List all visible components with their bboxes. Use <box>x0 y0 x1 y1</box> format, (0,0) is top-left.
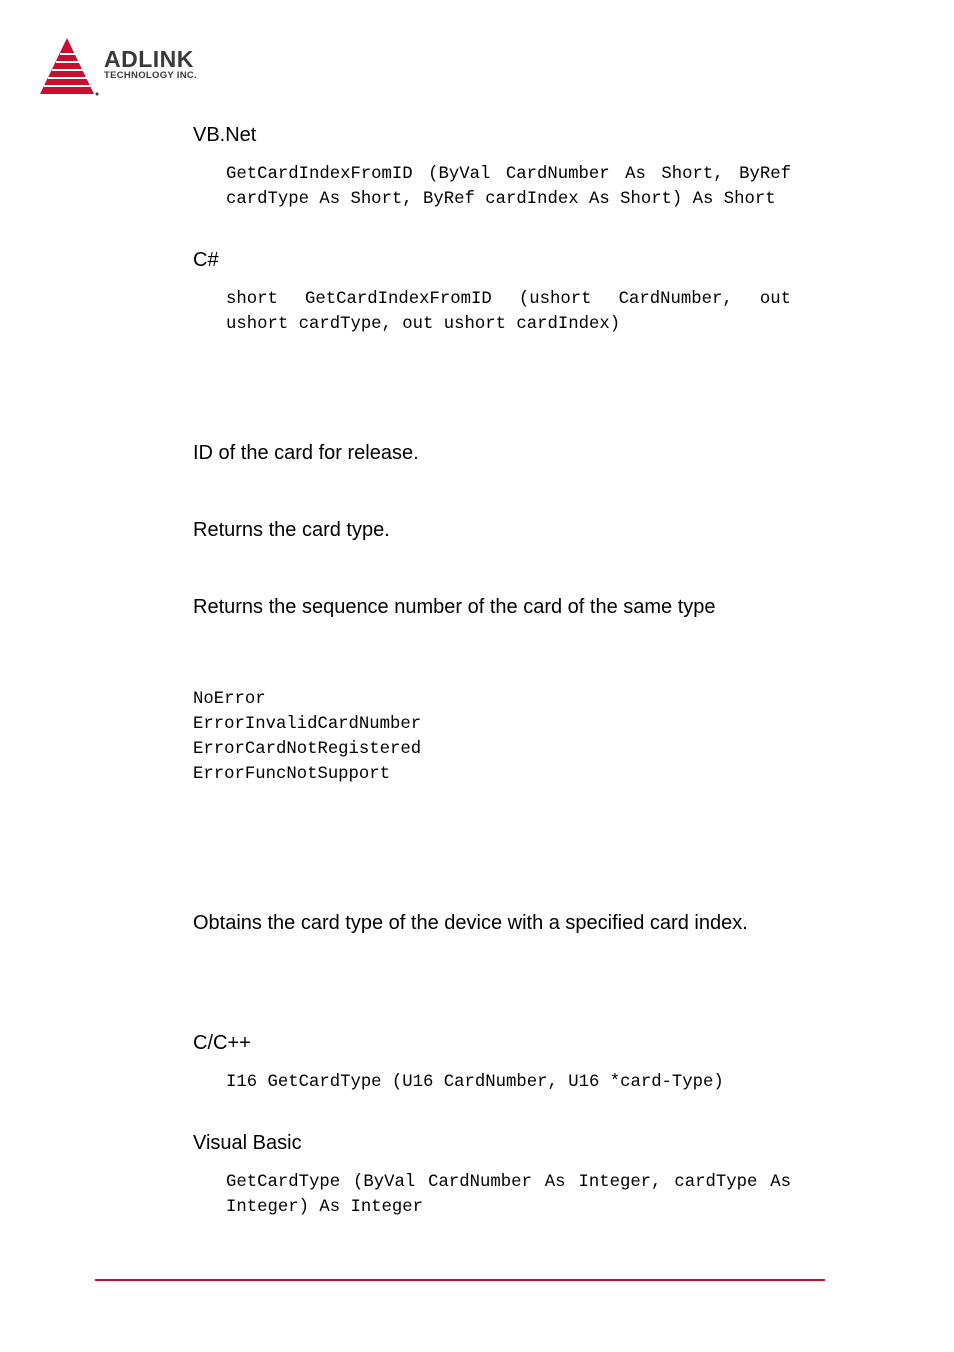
adlink-logo <box>40 38 240 98</box>
csharp-code: short GetCardIndexFromID (ushort CardNumber, out ushort cardType, out ushort cardIndex) <box>226 290 791 334</box>
gettype-description: Obtains the card type of the device with a specified card index. <box>193 912 748 934</box>
return-code: NoError <box>193 690 266 709</box>
visual-basic-heading: Visual Basic <box>193 1132 302 1154</box>
visual-basic-code: GetCardType (ByVal CardNumber As Integer, cardType As Integer) As Integer <box>226 1173 791 1217</box>
return-code: ErrorInvalidCardNumber <box>193 715 422 734</box>
vbnet-code: GetCardIndexFromID (ByVal CardNumber As Short, ByRef cardType As Short, ByRef cardIndex As Short) As Short <box>226 165 791 209</box>
param-cardnumber-description: ID of the card for release. <box>193 442 419 464</box>
return-code: ErrorCardNotRegistered <box>193 740 422 759</box>
param-cardtype-description: Returns the card type. <box>193 519 390 541</box>
brand-tagline: TECHNOLOGY INC. <box>104 70 197 81</box>
param-cardindex-description: Returns the sequence number of the card of the same type <box>193 596 716 618</box>
cpp-code: I16 GetCardType (U16 CardNumber, U16 *card-Type) <box>226 1073 724 1092</box>
footer-rule <box>95 1279 825 1281</box>
brand-name: ADLINK <box>104 46 194 72</box>
vbnet-heading: VB.Net <box>193 124 257 146</box>
cpp-heading: C/C++ <box>193 1032 251 1054</box>
return-codes-list <box>193 687 421 787</box>
return-code: ErrorFuncNotSupport <box>193 765 391 784</box>
adlink-triangle-logo-icon <box>40 38 102 98</box>
csharp-heading: C# <box>193 249 219 271</box>
